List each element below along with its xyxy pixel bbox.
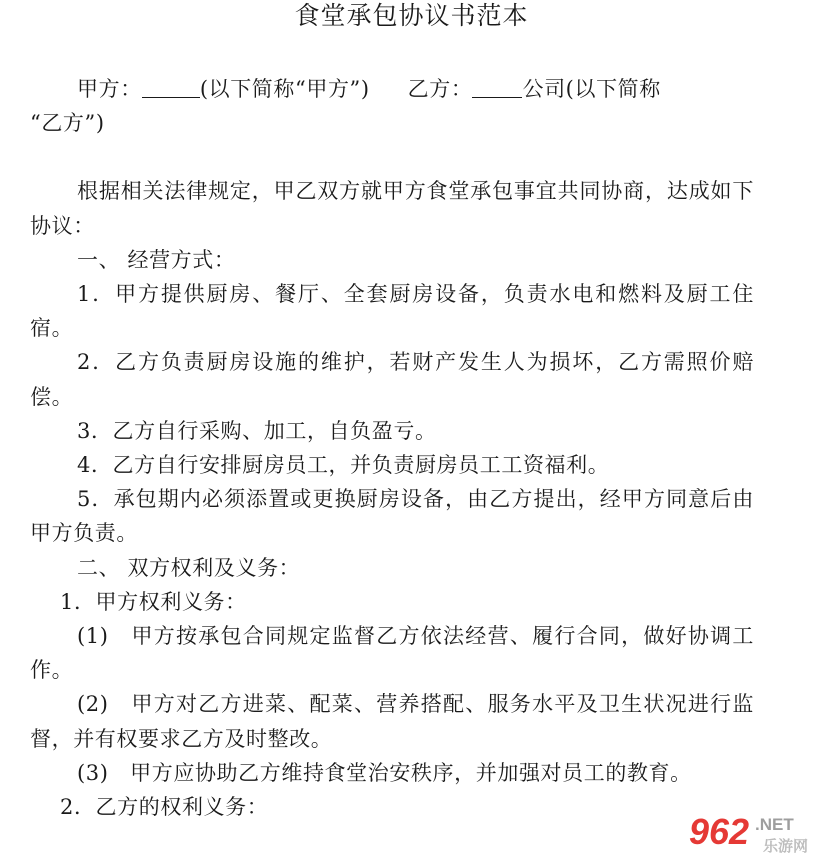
section2-sub1-heading: 1．甲方权利义务：: [60, 589, 247, 614]
section2-heading: 二、 双方权利及义务：: [77, 555, 301, 580]
section1-item: 1．甲方提供厨房、餐厅、全套厨房设备，负责水电和燃料及厨工住宿。: [30, 282, 754, 341]
section2-sub1-item: (2) 甲方对乙方进菜、配菜、营养搭配、服务水平及卫生状况进行监督，并有权要求乙方及时整改。: [30, 692, 754, 751]
section1-item: 3．乙方自行采购、加工，自负盈亏。: [77, 418, 437, 443]
intro-paragraph: 根据相关法律规定，甲乙双方就甲方食堂承包事宜共同协商，达成如下协议：: [30, 179, 754, 238]
section1-heading: 一、 经营方式：: [77, 247, 236, 272]
document-title: 食堂承包协议书范本: [294, 1, 529, 30]
document-body: [30, 72, 754, 824]
section2-sub2-heading: 2．乙方的权利义务：: [60, 795, 269, 820]
section2-sub1-item: (3) 甲方应协助乙方维持食堂治安秩序，并加强对员工的教育。: [77, 760, 692, 785]
parties-line-cont: “乙方”): [30, 111, 105, 136]
section2-sub1-item: (1) 甲方按承包合同规定监督乙方依法经营、履行合同，做好协调工作。: [30, 624, 754, 683]
party-b-label: 乙方：: [407, 77, 473, 101]
section1-item: 4．乙方自行安排厨房员工，并负责厨房员工工资福利。: [77, 453, 610, 478]
party-a-blank: [142, 75, 200, 98]
party-a-label: 甲方：: [77, 77, 142, 101]
section1-item: 5．承包期内必须添置或更换厨房设备，由乙方提出，经甲方同意后由甲方负责。: [30, 487, 754, 546]
section1-item: 2．乙方负责厨房设施的维护，若财产发生人为损坏，乙方需照价赔偿。: [30, 350, 754, 409]
party-b-suffix: 公司(以下简称: [522, 77, 661, 101]
watermark-tld: .NET: [755, 815, 794, 834]
party-a-suffix: (以下简称“甲方”): [199, 77, 370, 101]
watermark-logo: [685, 806, 817, 860]
watermark-main: 962: [689, 811, 750, 852]
watermark-sub: 乐游网: [763, 837, 809, 855]
parties-line: [30, 72, 754, 106]
party-b-blank: [472, 75, 522, 98]
